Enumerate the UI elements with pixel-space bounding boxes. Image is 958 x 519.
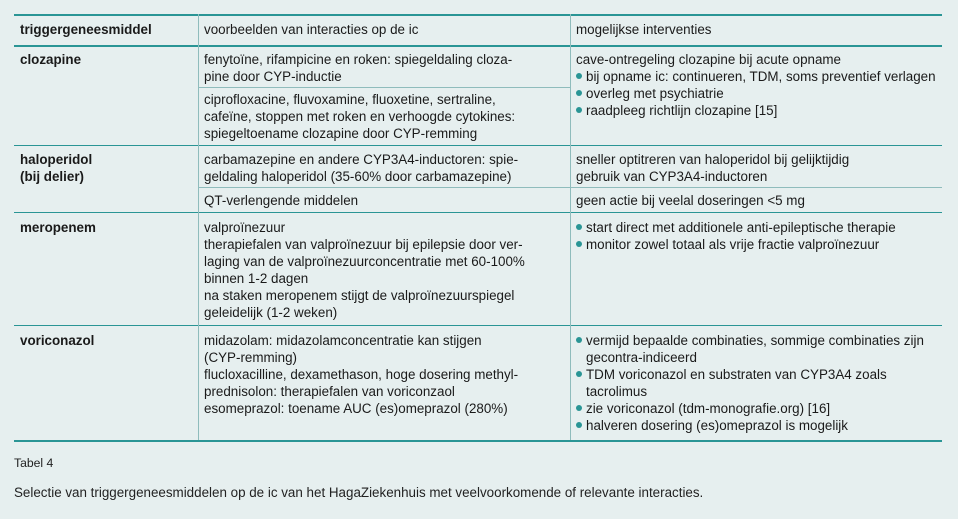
column-divider: [198, 14, 199, 440]
header-trigger: triggergeneesmiddel: [20, 22, 152, 37]
list-item: overleg met psychiatrie: [576, 85, 938, 102]
text-line: midazolam: midazolamconcentratie kan stijgen: [204, 333, 482, 348]
clozapine-interventions: [576, 51, 938, 119]
text-line: geldaling haloperidol (35-60% door carbamazepine): [204, 169, 512, 184]
text-line: (bij delier): [20, 169, 84, 184]
text-line: geleidelijk (1-2 weken): [204, 305, 338, 320]
header-examples: voorbeelden van interacties op de ic: [204, 22, 419, 37]
column-divider: [570, 14, 571, 440]
header-interventions: mogelijkse interventies: [576, 22, 712, 37]
text-line: fenytoïne, rifampicine en roken: spiegeldaling cloza-: [204, 52, 513, 67]
text-line: na staken meropenem stijgt de valproïnezuurspiegel: [204, 288, 515, 303]
text-line: cave-ontregeling clozapine bij acute opname: [576, 52, 842, 67]
list-item: TDM voriconazol en substraten van CYP3A4 zoals tacrolimus: [576, 366, 938, 400]
text-line: valproïnezuur: [204, 220, 286, 235]
text-line: carbamazepine en andere CYP3A4-inductoren: spie-: [204, 152, 519, 167]
text-line: esomeprazol: toename AUC (es)omeprazol (280%): [204, 401, 508, 416]
text-line: ciprofloxacine, fluvoxamine, fluoxetine, sertraline,: [204, 92, 496, 107]
list-item: monitor zowel totaal als vrije fractie valproïnezuur: [576, 236, 938, 253]
text-line: flucloxacilline, dexamethason, hoge dosering methyl-: [204, 367, 519, 382]
bullet-list: [576, 219, 938, 253]
text-line: gebruik van CYP3A4-inductoren: [576, 169, 768, 184]
list-item: vermijd bepaalde combinaties, sommige combinaties zijn gecontra-indiceerd: [576, 332, 938, 366]
drug-haloperidol: [20, 151, 92, 185]
text-line: pine door CYP-inductie: [204, 69, 342, 84]
voriconazol-interventions: [576, 332, 938, 434]
table-description: Selectie van triggergeneesmiddelen op de ic van het HagaZiekenhuis met veelvoorkomende of relevante interacties.: [14, 485, 704, 500]
haloperidol-example-1: [204, 151, 564, 185]
row-divider: [14, 145, 942, 146]
list-item: bij opname ic: continueren, TDM, soms preventief verlagen: [576, 68, 938, 85]
bullet-list: [576, 68, 938, 119]
header-rule: [14, 45, 942, 47]
haloperidol-intervention-1: [576, 151, 938, 185]
meropenem-examples: [204, 219, 564, 321]
text-line: haloperidol: [20, 152, 93, 167]
table-bottom-rule: [14, 440, 942, 442]
text-line: therapiefalen van valproïnezuur bij epilepsie door ver-: [204, 237, 523, 252]
text-line: cafeïne, stoppen met roken en verhoogde cytokines:: [204, 109, 516, 124]
row-divider: [14, 212, 942, 213]
meropenem-interventions: [576, 219, 938, 253]
text-line: prednisolon: therapiefalen van voriconzaol: [204, 384, 455, 399]
voriconazol-examples: [204, 332, 564, 417]
list-item: start direct met additionele anti-epileptische therapie: [576, 219, 938, 236]
list-item: halveren dosering (es)omeprazol is mogelijk: [576, 417, 938, 434]
drug-meropenem: meropenem: [20, 220, 96, 235]
row-divider: [14, 325, 942, 326]
text-line: spiegeltoename clozapine door CYP-remming: [204, 126, 478, 141]
sub-row-divider: [198, 87, 570, 88]
clozapine-example-1: [204, 51, 564, 85]
haloperidol-example-2: QT-verlengende middelen: [204, 193, 359, 208]
text-line: (CYP-remming): [204, 350, 297, 365]
text-line: sneller optitreren van haloperidol bij gelijktijdig: [576, 152, 850, 167]
table-caption: Tabel 4: [14, 456, 54, 470]
bullet-list: [576, 332, 938, 434]
list-item: raadpleeg richtlijn clozapine [15]: [576, 102, 938, 119]
list-item: zie voriconazol (tdm-monografie.org) [16]: [576, 400, 938, 417]
clozapine-example-2: [204, 91, 564, 142]
text-line: laging van de valproïnezuurconcentratie met 60-100%: [204, 254, 525, 269]
haloperidol-intervention-2: geen actie bij veelal doseringen <5 mg: [576, 193, 805, 208]
drug-clozapine: clozapine: [20, 52, 82, 67]
text-line: binnen 1-2 dagen: [204, 271, 309, 286]
table-top-rule: [14, 14, 942, 16]
drug-voriconazol: voriconazol: [20, 333, 95, 348]
